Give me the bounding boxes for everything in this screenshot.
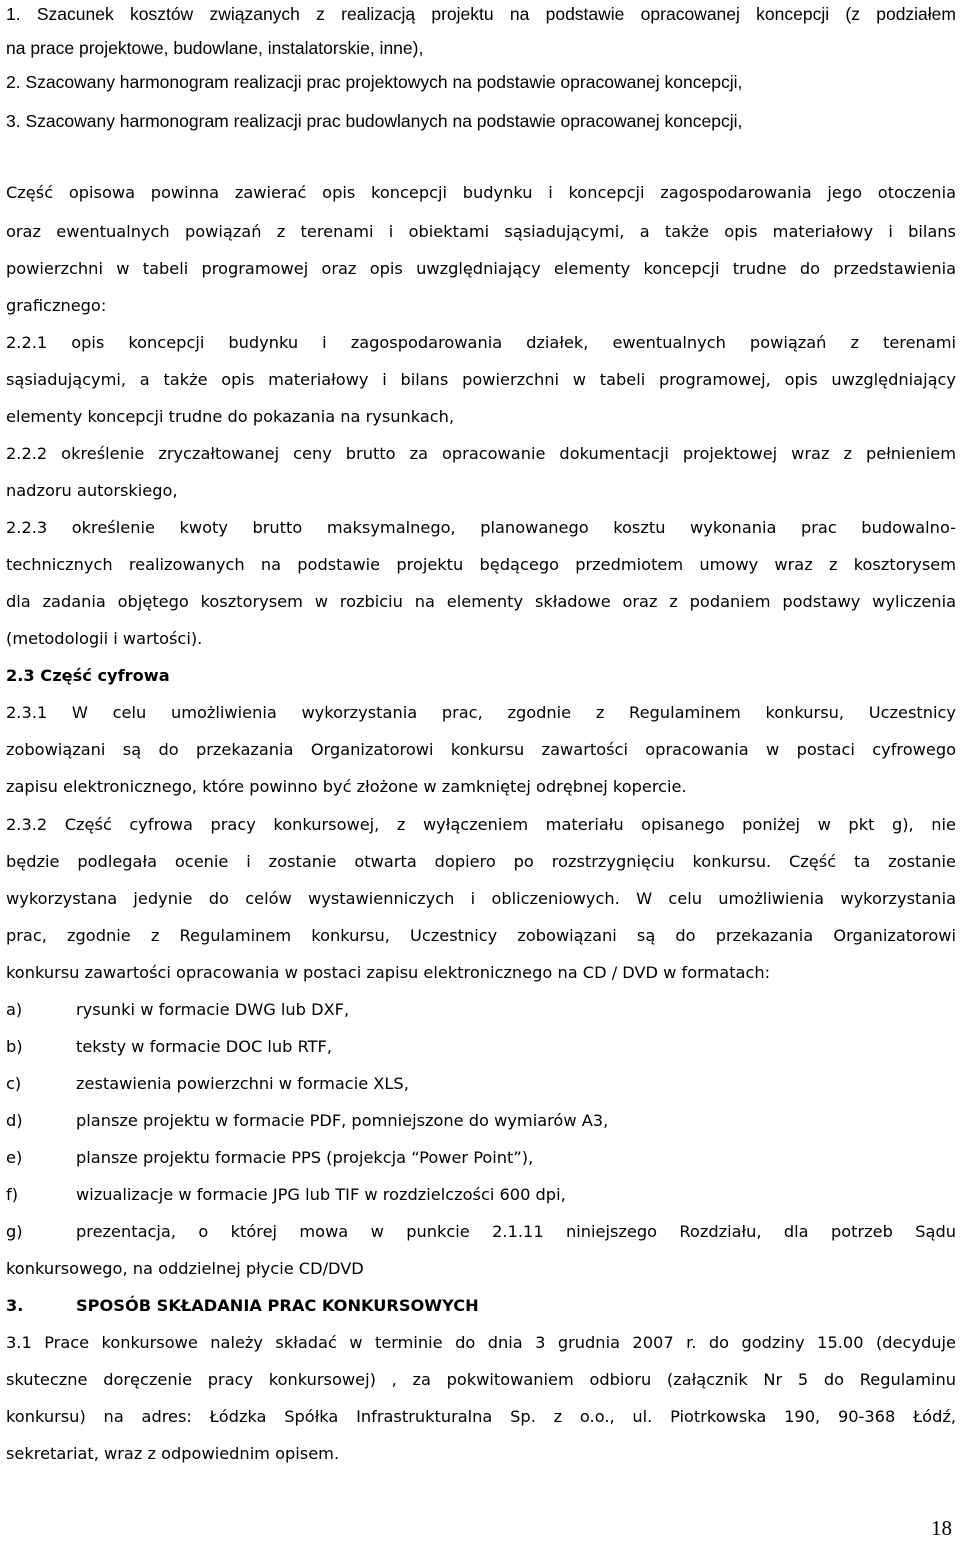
format-g-continuation: konkursowego, na oddzielnej płycie CD/DVD <box>6 1259 364 1278</box>
format-a-text: rysunki w formacie DWG lub DXF, <box>76 1000 350 1019</box>
format-f-text: wizualizacje w formacie JPG lub TIF w rozdzielczości 600 dpi, <box>76 1185 566 1204</box>
intro-line-2: oraz ewentualnych powiązań z terenami i obiektami sąsiadującymi, a także opis materiałowy i bilans <box>6 222 956 241</box>
format-b-text: teksty w formacie DOC lub RTF, <box>76 1037 332 1056</box>
intro-line-3: powierzchni w tabeli programowej oraz opis uwzględniający elementy koncepcji trudne do przedstawienia <box>6 259 956 278</box>
format-e-text: plansze projektu formacie PPS (projekcja “Power Point”), <box>76 1148 534 1167</box>
section-3-number: 3. <box>6 1296 24 1315</box>
p223-line-1: 2.2.3 określenie kwoty brutto maksymalnego, planowanego kosztu wykonania prac budowalno- <box>6 518 956 537</box>
format-c-mark: c) <box>6 1074 22 1093</box>
p232-line-4: prac, zgodnie z Regulaminem konkursu, Uczestnicy zobowiązani są do przekazania Organizatorowi <box>6 926 956 945</box>
p223-line-2: technicznych realizowanych na podstawie projektu będącego przedmiotem umowy wraz z kosztorysem <box>6 555 956 574</box>
section-3-title: SPOSÓB SKŁADANIA PRAC KONKURSOWYCH <box>76 1296 479 1315</box>
p222-line-2: nadzoru autorskiego, <box>6 481 178 500</box>
p232-line-5: konkursu zawartości opracowania w postaci zapisu elektronicznego na CD / DVD w formatach: <box>6 963 771 982</box>
format-f-mark: f) <box>6 1185 19 1204</box>
format-g-text: prezentacja, o której mowa w punkcie 2.1.11 niniejszego Rozdziału, dla potrzeb Sądu <box>76 1222 956 1241</box>
section-heading-2-3: 2.3 Część cyfrowa <box>6 666 170 685</box>
list-item-2: 2. Szacowany harmonogram realizacji prac projektowych na podstawie opracowanej koncepcji, <box>6 72 743 92</box>
p222-line-1: 2.2.2 określenie zryczałtowanej ceny brutto za opracowanie dokumentacji projektowej wraz z pełnieniem <box>6 444 956 463</box>
p232-line-3: wykorzystana jedynie do celów wystawienniczych i obliczeniowych. W celu umożliwienia wykorzystania <box>6 889 956 908</box>
format-b-mark: b) <box>6 1037 23 1056</box>
p221-line-3: elementy koncepcji trudne do pokazania na rysunkach, <box>6 407 455 426</box>
p231-line-2: zobowiązani są do przekazania Organizatorowi konkursu zawartości opracowania w postaci cyfrowego <box>6 740 956 759</box>
p31-line-3: konkursu) na adres: Łódzka Spółka Infrastrukturalna Sp. z o.o., ul. Piotrkowska 190, 90-368 Łódź, <box>6 1407 956 1426</box>
p31-line-4: sekretariat, wraz z odpowiednim opisem. <box>6 1444 340 1463</box>
format-a-mark: a) <box>6 1000 23 1019</box>
p223-line-3: dla zadania objętego kosztorysem w rozbiciu na elementy składowe oraz z podaniem podstawy wyliczenia <box>6 592 956 611</box>
format-e-mark: e) <box>6 1148 23 1167</box>
list-item-3: 3. Szacowany harmonogram realizacji prac budowlanych na podstawie opracowanej koncepcji, <box>6 111 743 131</box>
format-g-mark: g) <box>6 1222 23 1241</box>
format-c-text: zestawienia powierzchni w formacie XLS, <box>76 1074 409 1093</box>
p232-line-1: 2.3.2 Część cyfrowa pracy konkursowej, z wyłączeniem materiału opisanego poniżej w pkt g), nie <box>6 815 956 834</box>
format-d-text: plansze projektu w formacie PDF, pomniejszone do wymiarów A3, <box>76 1111 609 1130</box>
p221-line-1: 2.2.1 opis koncepcji budynku i zagospodarowania działek, ewentualnych powiązań z terenami <box>6 333 956 352</box>
format-d-mark: d) <box>6 1111 23 1130</box>
list-item-1-line-2: na prace projektowe, budowlane, instalatorskie, inne), <box>6 38 424 58</box>
list-item-1-line-1: 1. Szacunek kosztów związanych z realizacją projektu na podstawie opracowanej koncepcji (z podziałem <box>6 4 956 24</box>
intro-line-1: Część opisowa powinna zawierać opis koncepcji budynku i koncepcji zagospodarowania jego otoczenia <box>6 183 956 202</box>
page-number: 18 <box>931 1516 952 1540</box>
p221-line-2: sąsiadującymi, a także opis materiałowy i bilans powierzchni w tabeli programowej, opis uwzględniający <box>6 370 956 389</box>
p223-line-4: (metodologii i wartości). <box>6 629 203 648</box>
p231-line-1: 2.3.1 W celu umożliwienia wykorzystania prac, zgodnie z Regulaminem konkursu, Uczestnicy <box>6 703 956 722</box>
p31-line-2: skuteczne doręczenie pracy konkursowej) , za pokwitowaniem odbioru (załącznik Nr 5 do Regulaminu <box>6 1370 956 1389</box>
intro-line-4: graficznego: <box>6 296 107 315</box>
p231-line-3: zapisu elektronicznego, które powinno być złożone w zamkniętej odrębnej kopercie. <box>6 777 687 796</box>
p232-line-2: będzie podlegała ocenie i zostanie otwarta dopiero po rozstrzygnięciu konkursu. Część ta zostanie <box>6 852 956 871</box>
p31-line-1: 3.1 Prace konkursowe należy składać w terminie do dnia 3 grudnia 2007 r. do godziny 15.00 (decyduje <box>6 1333 956 1352</box>
